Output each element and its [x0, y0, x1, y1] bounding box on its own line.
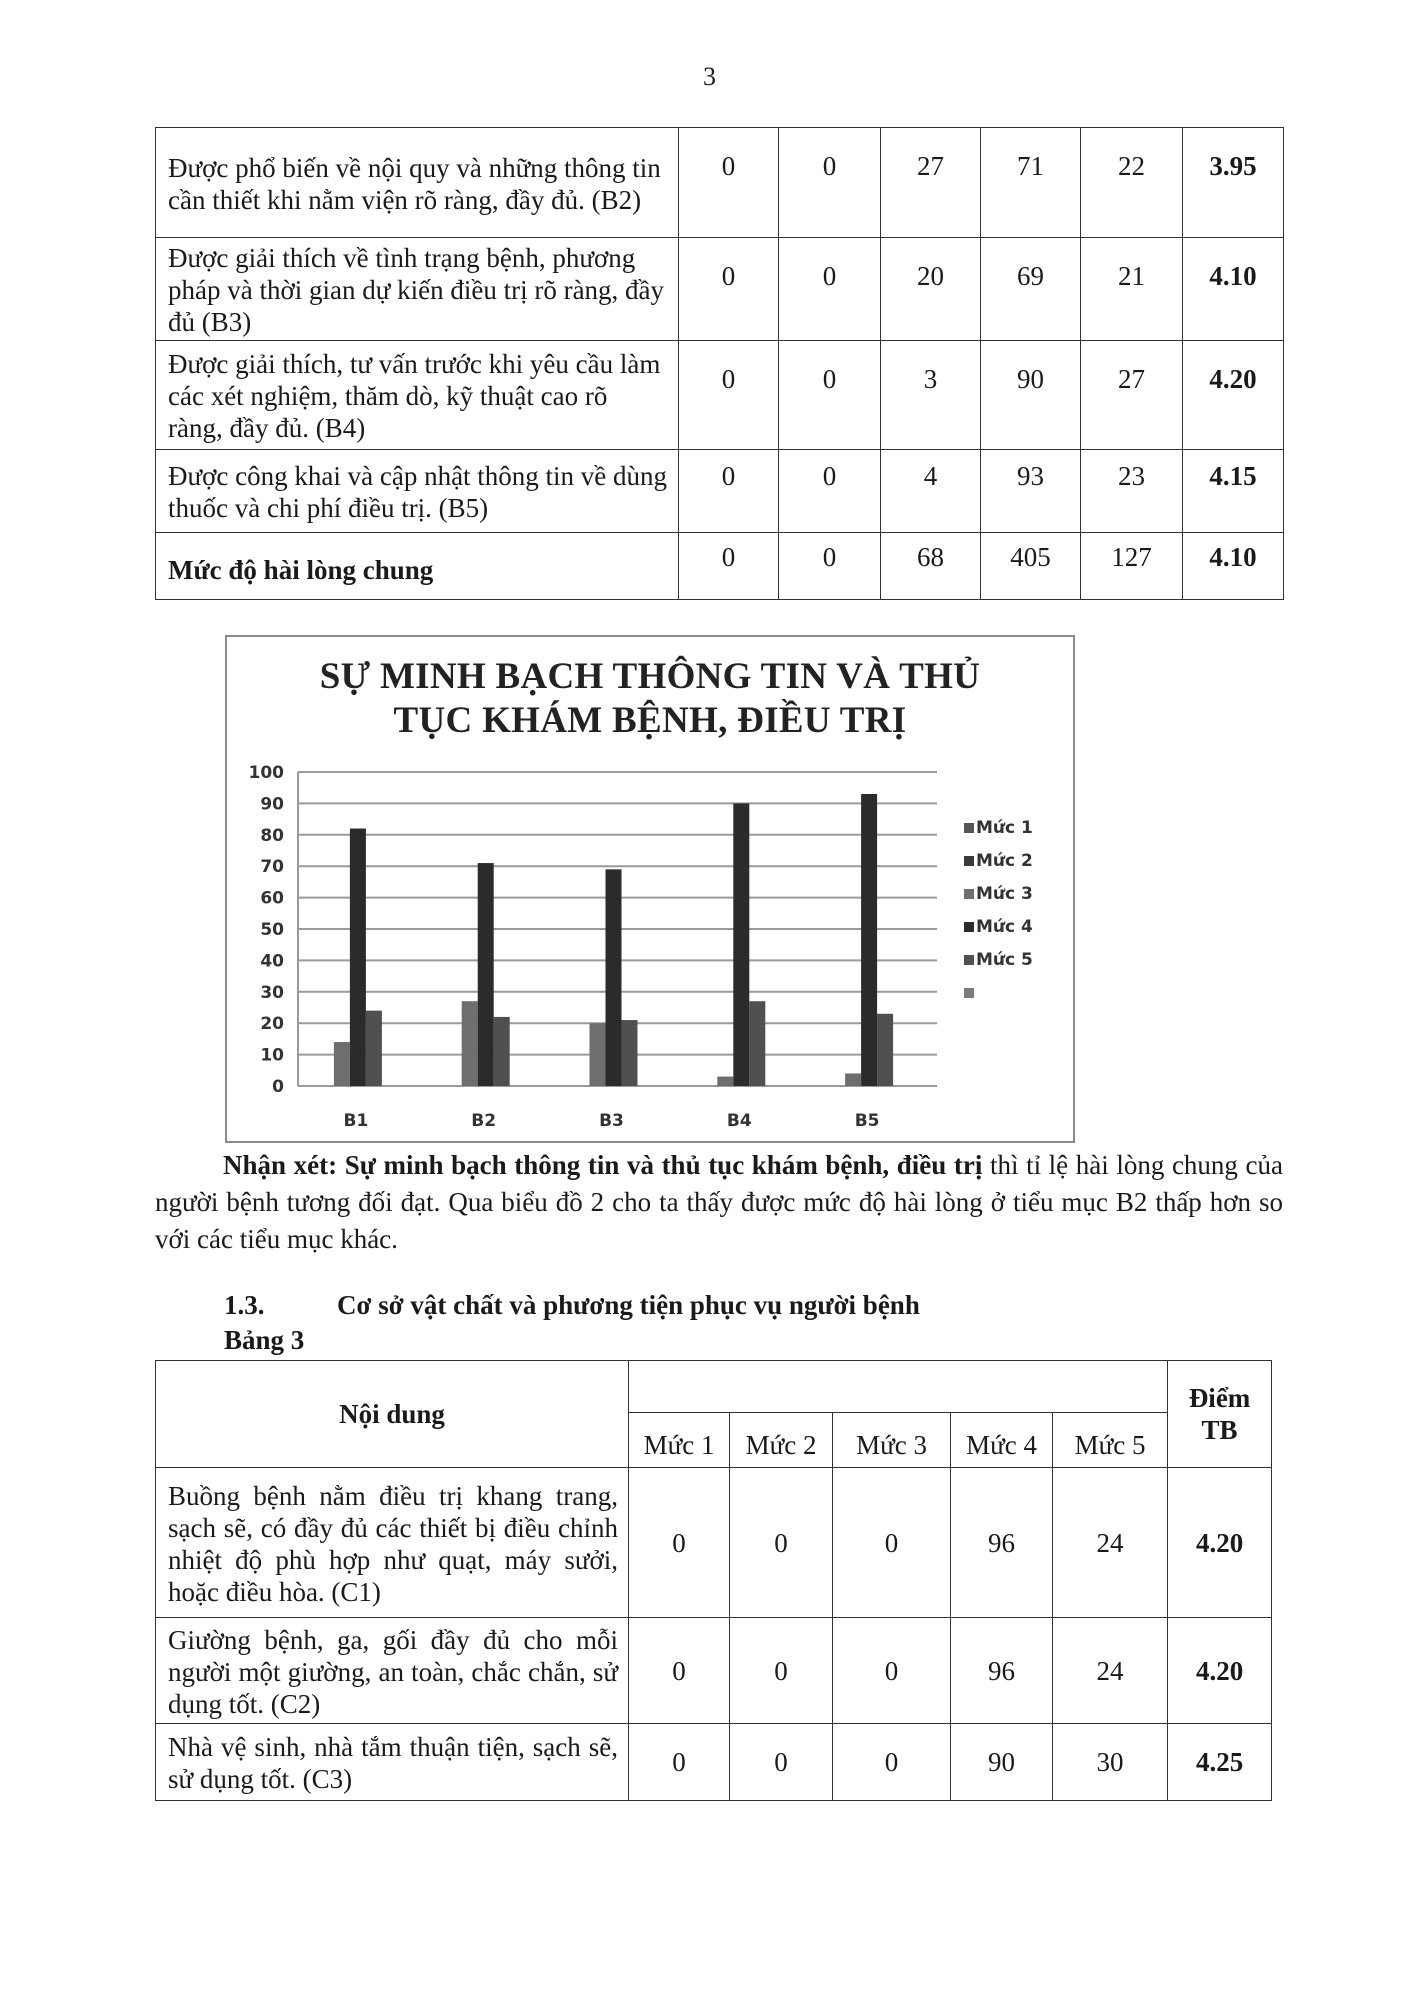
value-muc-3: 0: [833, 1618, 951, 1724]
bar-b5-mức-5: [877, 1014, 893, 1086]
table-2-continued: [155, 127, 1284, 600]
table-row: [156, 128, 1284, 238]
bar-b4-mức-5: [749, 1001, 765, 1086]
value-muc-3: 3: [881, 341, 981, 450]
value-muc-2: 0: [779, 341, 881, 450]
section-heading: [224, 1290, 920, 1321]
value-muc-1: 0: [679, 128, 779, 238]
row-content: Được giải thích về tình trạng bệnh, phương pháp và thời gian dự kiến điều trị rõ ràng, đầy đủ (B3): [156, 238, 679, 341]
value-muc-1: 0: [629, 1468, 730, 1618]
chart-transparency: [225, 635, 1075, 1143]
score-value: 4.20: [1183, 341, 1284, 450]
value-muc-1: 0: [629, 1618, 730, 1724]
value-muc-5: 22: [1081, 128, 1183, 238]
score-value: 4.20: [1168, 1468, 1272, 1618]
header-muc-4: Mức 4: [951, 1413, 1053, 1468]
legend-swatch: [964, 955, 974, 965]
value-muc-5: 21: [1081, 238, 1183, 341]
value-muc-3: 20: [881, 238, 981, 341]
header-score-label: Điểm TB: [1188, 1383, 1251, 1445]
y-tick-label: 30: [260, 982, 284, 1003]
legend-swatch-extra: [964, 988, 974, 998]
bar-b2-mức-4: [478, 863, 494, 1086]
row-content: Nhà vệ sinh, nhà tắm thuận tiện, sạch sẽ, sử dụng tốt. (C3): [156, 1724, 629, 1801]
bar-b2-mức-5: [494, 1017, 510, 1086]
value-muc-2: 0: [779, 238, 881, 341]
value-muc-3: 0: [833, 1468, 951, 1618]
table-row: [156, 1724, 1272, 1801]
legend-label: Mức 2: [976, 851, 1033, 871]
row-content: Được phổ biến về nội quy và những thông tin cần thiết khi nằm viện rõ ràng, đầy đủ. (B2): [156, 128, 679, 238]
x-tick-label: B4: [726, 1111, 752, 1131]
header-muc-2: Mức 2: [730, 1413, 833, 1468]
chart-title-line-2: TỤC KHÁM BỆNH, ĐIỀU TRỊ: [393, 700, 907, 741]
remark-label: Nhận xét: Sự minh bạch thông tin và thủ tục khám bệnh, điều trị: [223, 1150, 983, 1180]
value-muc-1: 0: [679, 238, 779, 341]
header-muc-3: Mức 3: [833, 1413, 951, 1468]
legend-swatch: [964, 823, 974, 833]
value-muc-5: 24: [1053, 1468, 1168, 1618]
y-tick-label: 70: [260, 857, 284, 878]
value-muc-3: 4: [881, 450, 981, 533]
y-tick-label: 20: [260, 1014, 284, 1035]
row-content: Được giải thích, tư vấn trước khi yêu cầu làm các xét nghiệm, thăm dò, kỹ thuật cao rõ ràng, đầy đủ. (B4): [156, 341, 679, 450]
table-row-total: [156, 533, 1284, 600]
row-content: Mức độ hài lòng chung: [156, 533, 679, 600]
header-content: Nội dung: [156, 1361, 629, 1468]
value-muc-5: 24: [1053, 1618, 1168, 1724]
score-value: 4.15: [1183, 450, 1284, 533]
y-tick-label: 50: [260, 920, 284, 940]
value-muc-3: 68: [881, 533, 981, 600]
x-tick-label: B1: [343, 1111, 369, 1131]
table-row: [156, 1618, 1272, 1724]
legend-label: Mức 3: [976, 884, 1033, 904]
score-value: 4.25: [1168, 1724, 1272, 1801]
value-muc-3: 0: [833, 1724, 951, 1801]
y-tick-label: 100: [248, 763, 284, 783]
y-tick-label: 40: [260, 951, 284, 972]
value-muc-4: 90: [951, 1724, 1053, 1801]
bar-b2-mức-3: [462, 1001, 478, 1086]
value-muc-2: 0: [730, 1724, 833, 1801]
table-3: [155, 1360, 1272, 1801]
y-tick-label: 60: [260, 888, 284, 909]
remark-text: thì tỉ lệ hài lòng chung của người bệnh tương đối đạt. Qua biểu đồ 2 cho ta thấy được mức độ hài lòng ở tiểu mục B2 thấp hơn so với các tiểu mục khác.: [155, 1150, 1283, 1254]
header-muc-1: Mức 1: [629, 1413, 730, 1468]
header-levels-group: [629, 1361, 1168, 1413]
y-tick-label: 80: [260, 825, 284, 846]
value-muc-4: 96: [951, 1618, 1053, 1724]
y-tick-label: 90: [260, 794, 284, 815]
value-muc-4: 405: [981, 533, 1081, 600]
legend-swatch: [964, 922, 974, 932]
x-tick-label: B3: [599, 1111, 624, 1131]
value-muc-2: 0: [730, 1618, 833, 1724]
header-muc-5: Mức 5: [1053, 1413, 1168, 1468]
chart-plot: [227, 637, 1073, 1141]
value-muc-5: 127: [1081, 533, 1183, 600]
header-score: [1168, 1361, 1272, 1468]
section-title: Cơ sở vật chất và phương tiện phục vụ người bệnh: [337, 1290, 920, 1320]
table-row: [156, 341, 1284, 450]
table-row: [156, 1468, 1272, 1618]
bar-b5-mức-4: [861, 794, 877, 1086]
table-3-label: Bảng 3: [224, 1325, 305, 1355]
remark-paragraph: [155, 1147, 1283, 1258]
row-content: Được công khai và cập nhật thông tin về dùng thuốc và chi phí điều trị. (B5): [156, 450, 679, 533]
value-muc-5: 23: [1081, 450, 1183, 533]
y-tick-label: 0: [272, 1077, 284, 1097]
value-muc-2: 0: [779, 450, 881, 533]
chart-title-line-1: SỰ MINH BẠCH THÔNG TIN VÀ THỦ: [319, 656, 981, 697]
page-number: 3: [703, 62, 716, 91]
x-tick-label: B5: [854, 1111, 880, 1131]
legend-label: Mức 5: [976, 950, 1033, 970]
bar-b1-mức-3: [334, 1042, 350, 1086]
value-muc-2: 0: [779, 128, 881, 238]
legend-swatch: [964, 889, 974, 899]
score-value: 4.10: [1183, 238, 1284, 341]
value-muc-3: 27: [881, 128, 981, 238]
legend-label: Mức 4: [976, 917, 1033, 937]
value-muc-4: 90: [981, 341, 1081, 450]
table-row: [156, 450, 1284, 533]
legend-swatch: [964, 856, 974, 866]
value-muc-4: 69: [981, 238, 1081, 341]
value-muc-1: 0: [679, 450, 779, 533]
value-muc-5: 30: [1053, 1724, 1168, 1801]
value-muc-1: 0: [679, 341, 779, 450]
bar-b4-mức-4: [733, 803, 749, 1086]
row-content: Giường bệnh, ga, gối đầy đủ cho mỗi người một giường, an toàn, chắc chắn, sử dụng tốt. (C2): [156, 1618, 629, 1724]
section-number: 1.3.: [224, 1290, 265, 1320]
value-muc-1: 0: [629, 1724, 730, 1801]
y-tick-label: 10: [260, 1045, 284, 1066]
value-muc-2: 0: [779, 533, 881, 600]
bar-b3-mức-4: [606, 869, 622, 1086]
bar-b3-mức-5: [622, 1020, 638, 1086]
value-muc-4: 96: [951, 1468, 1053, 1618]
x-tick-label: B2: [471, 1111, 497, 1131]
bar-b5-mức-3: [845, 1073, 861, 1086]
legend-label: Mức 1: [976, 818, 1033, 838]
value-muc-4: 71: [981, 128, 1081, 238]
value-muc-5: 27: [1081, 341, 1183, 450]
score-value: 4.10: [1183, 533, 1284, 600]
value-muc-4: 93: [981, 450, 1081, 533]
bar-b1-mức-5: [366, 1011, 382, 1086]
bar-b3-mức-3: [590, 1023, 606, 1086]
score-value: 3.95: [1183, 128, 1284, 238]
bar-b1-mức-4: [350, 829, 366, 1086]
value-muc-2: 0: [730, 1468, 833, 1618]
row-content: Buồng bệnh nằm điều trị khang trang, sạch sẽ, có đầy đủ các thiết bị điều chỉnh nhiệt độ phù hợp như quạt, máy sưởi, hoặc điều hòa. (C1): [156, 1468, 629, 1618]
score-value: 4.20: [1168, 1618, 1272, 1724]
value-muc-1: 0: [679, 533, 779, 600]
table-row: [156, 238, 1284, 341]
bar-b4-mức-3: [717, 1077, 733, 1086]
